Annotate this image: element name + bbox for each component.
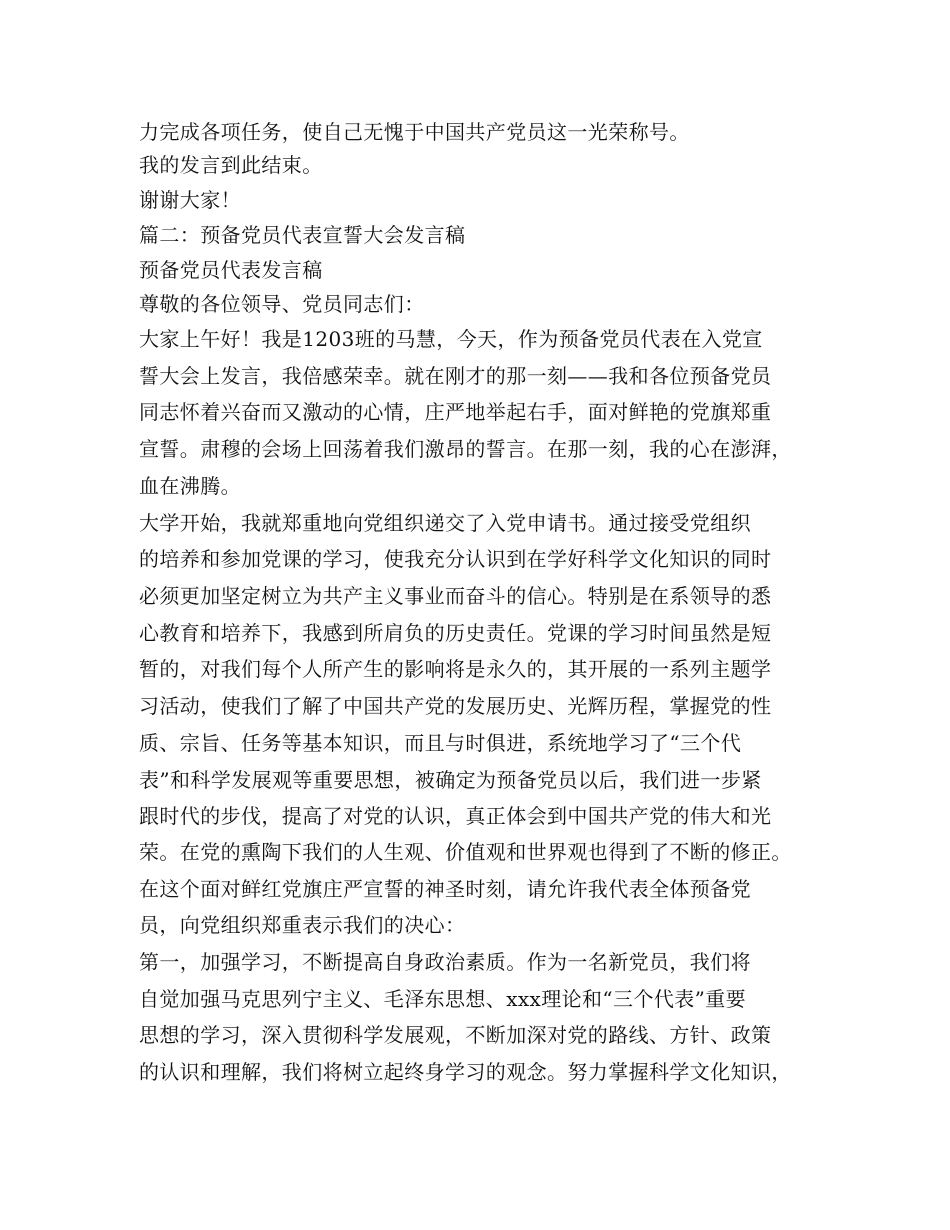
text-line: 自觉加强马克思列宁主义、毛泽东思想、xxx理论和“三个代表”重要: [139, 987, 747, 1011]
salutation: 尊敬的各位领导、党员同志们：: [139, 292, 425, 316]
text-line: 誓大会上发言，我倍感荣幸。就在刚才的那一刻——我和各位预备党员: [139, 364, 772, 388]
text-line: 质、宗旨、任务等基本知识，而且与时俱进，系统地学习了“三个代: [139, 731, 742, 755]
text-line: 我的发言到此结束。: [139, 153, 323, 177]
text-line: 在这个面对鲜红党旗庄严宣誓的神圣时刻，请允许我代表全体预备党: [139, 877, 751, 901]
text-line: 习活动，使我们了解了中国共产党的发展历史、光辉历程，掌握党的性: [139, 694, 772, 718]
speech-title: 预备党员代表发言稿: [139, 258, 323, 282]
text-line: 同志怀着兴奋而又激动的心情，庄严地举起右手，面对鲜艳的党旗郑重: [139, 400, 772, 424]
text-line: 心教育和培养下，我感到所肩负的历史责任。党课的学习时间虽然是短: [139, 621, 772, 645]
text-line: 跟时代的步伐，提高了对党的认识，真正体会到中国共产党的伟大和光: [139, 804, 772, 828]
text-line: 的培养和参加党课的学习，使我充分认识到在学好科学文化知识的同时: [139, 547, 772, 571]
text-line: 表”和科学发展观等重要思想，被确定为预备党员以后，我们进一步紧: [139, 768, 762, 792]
text-line: 员，向党组织郑重表示我们的决心：: [139, 913, 466, 937]
text-line: 血在沸腾。: [139, 474, 241, 498]
text-line: 第一，加强学习，不断提高自身政治素质。作为一名新党员，我们将: [139, 950, 751, 974]
text-line: 宣誓。肃穆的会场上回荡着我们激昂的誓言。在那一刻，我的心在澎湃，: [139, 437, 792, 461]
text-line: 谢谢大家！: [139, 188, 241, 212]
text-line: 必须更加坚定树立为共产主义事业而奋斗的信心。特别是在系领导的悉: [139, 584, 772, 608]
text-line: 大学开始，我就郑重地向党组织递交了入党申请书。通过接受党组织: [139, 511, 751, 535]
text-line: 荣。在党的熏陶下我们的人生观、价值观和世界观也得到了不断的修正。: [139, 840, 792, 864]
text-line: 的认识和理解，我们将树立起终身学习的观念。努力掌握科学文化知识，: [139, 1060, 792, 1084]
text-line: 暂的，对我们每个人所产生的影响将是永久的，其开展的一系列主题学: [139, 657, 772, 681]
section-heading: 篇二：预备党员代表宣誓大会发言稿: [139, 223, 466, 247]
text-line: 思想的学习，深入贯彻科学发展观，不断加深对党的路线、方针、政策: [139, 1023, 772, 1047]
text-line: 大家上午好！我是1203班的马慧，今天，作为预备党员代表在入党宣: [139, 327, 763, 351]
text-line: 力完成各项任务，使自己无愧于中国共产党员这一光荣称号。: [139, 120, 690, 144]
